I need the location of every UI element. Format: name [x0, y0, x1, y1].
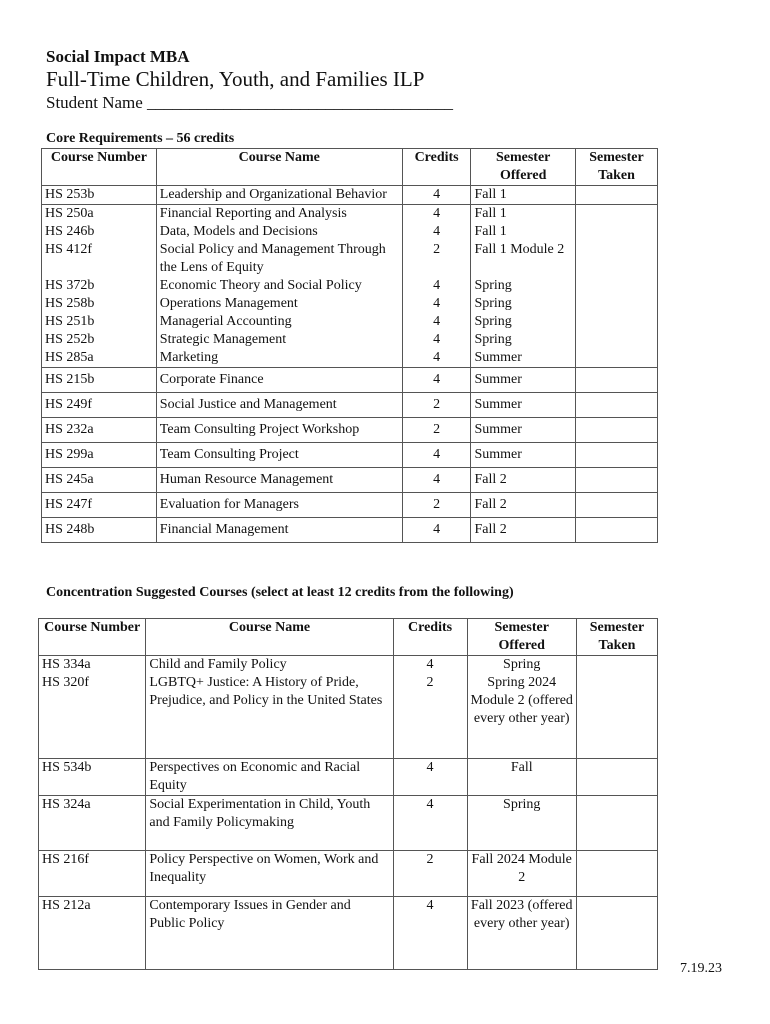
table-row: [39, 897, 658, 970]
semester-offered: Fall 1: [471, 223, 576, 241]
semester-taken[interactable]: [576, 759, 657, 796]
course-credits: 2: [402, 493, 471, 518]
semester-taken[interactable]: [576, 656, 657, 675]
course-name: LGBTQ+ Justice: A History of Pride, Prejudice, and Policy in the United States: [146, 674, 393, 759]
semester-offered: Summer: [471, 368, 576, 393]
semester-taken[interactable]: [575, 223, 657, 241]
course-credits: 4: [393, 656, 467, 675]
course-credits: 4: [402, 295, 471, 313]
table-row: [42, 368, 658, 393]
course-name: Contemporary Issues in Gender and Public Policy: [146, 897, 393, 970]
semester-offered: Fall 2023 (offered every other year): [467, 897, 576, 970]
course-name: Corporate Finance: [156, 368, 402, 393]
course-number: HS 299a: [42, 443, 157, 468]
table-row: [42, 295, 658, 313]
table-row: [42, 349, 658, 368]
course-number: HS 372b: [42, 277, 157, 295]
col-course-name: Course Name: [156, 149, 402, 186]
table-row: [42, 443, 658, 468]
semester-offered: Summer: [471, 443, 576, 468]
course-number: HS 285a: [42, 349, 157, 368]
table-row: [42, 186, 658, 205]
semester-offered: Summer: [471, 393, 576, 418]
course-number: HS 216f: [39, 851, 146, 897]
semester-taken[interactable]: [576, 851, 657, 897]
course-name: Social Justice and Management: [156, 393, 402, 418]
table-row: [42, 493, 658, 518]
course-number: HS 258b: [42, 295, 157, 313]
concentration-section-title: Concentration Suggested Courses (select at least 12 credits from the following): [46, 585, 514, 600]
course-number: HS 245a: [42, 468, 157, 493]
semester-offered: Fall 2: [471, 493, 576, 518]
col-credits: Credits: [402, 149, 471, 186]
course-name: Child and Family Policy: [146, 656, 393, 675]
course-credits: 4: [402, 205, 471, 224]
course-number: HS 253b: [42, 186, 157, 205]
semester-offered: Spring: [471, 295, 576, 313]
semester-offered: Fall 2: [471, 468, 576, 493]
semester-offered: Fall 2024 Module 2: [467, 851, 576, 897]
course-name: Social Policy and Management Through the Lens of Equity: [156, 241, 402, 277]
course-name: Data, Models and Decisions: [156, 223, 402, 241]
col-credits: Credits: [393, 619, 467, 656]
semester-offered: Spring: [471, 277, 576, 295]
concentration-header-row: [39, 619, 658, 656]
semester-taken[interactable]: [575, 493, 657, 518]
semester-taken[interactable]: [575, 313, 657, 331]
core-requirements-table: [41, 148, 658, 543]
col-semester-taken: Semester Taken: [575, 149, 657, 186]
course-number: HS 250a: [42, 205, 157, 224]
col-semester-offered: Semester Offered: [471, 149, 576, 186]
table-row: [42, 313, 658, 331]
student-name-line: Student Name ____________________________________: [46, 93, 454, 112]
col-course-number: Course Number: [39, 619, 146, 656]
semester-offered: Fall 1: [471, 186, 576, 205]
course-name: Operations Management: [156, 295, 402, 313]
course-number: HS 247f: [42, 493, 157, 518]
semester-taken[interactable]: [575, 518, 657, 543]
core-section-title: Core Requirements – 56 credits: [46, 131, 235, 146]
col-semester-offered: Semester Offered: [467, 619, 576, 656]
course-name: Policy Perspective on Women, Work and Inequality: [146, 851, 393, 897]
semester-offered: Spring 2024 Module 2 (offered every other year): [467, 674, 576, 759]
core-header-row: [42, 149, 658, 186]
table-row: [42, 205, 658, 224]
course-name: Financial Reporting and Analysis: [156, 205, 402, 224]
semester-offered: Spring: [471, 313, 576, 331]
table-row: [42, 277, 658, 295]
semester-taken[interactable]: [575, 331, 657, 349]
course-number: HS 324a: [39, 796, 146, 851]
semester-offered: Summer: [471, 418, 576, 443]
program-title: Social Impact MBA: [46, 47, 190, 66]
table-row: [42, 468, 658, 493]
course-number: HS 412f: [42, 241, 157, 277]
course-credits: 4: [402, 349, 471, 368]
course-number: HS 249f: [42, 393, 157, 418]
semester-offered: Spring: [471, 331, 576, 349]
semester-offered: Spring: [467, 656, 576, 675]
track-title: Full-Time Children, Youth, and Families ILP: [46, 67, 425, 91]
semester-taken[interactable]: [575, 443, 657, 468]
semester-taken[interactable]: [575, 186, 657, 205]
course-name: Perspectives on Economic and Racial Equity: [146, 759, 393, 796]
course-credits: 4: [402, 443, 471, 468]
course-credits: 4: [393, 796, 467, 851]
semester-taken[interactable]: [575, 468, 657, 493]
course-credits: 4: [402, 368, 471, 393]
course-number: HS 232a: [42, 418, 157, 443]
semester-offered: Fall 1: [471, 205, 576, 224]
document-date: 7.19.23: [680, 961, 722, 976]
semester-taken[interactable]: [575, 295, 657, 313]
semester-offered: Spring: [467, 796, 576, 851]
course-number: HS 212a: [39, 897, 146, 970]
course-name: Strategic Management: [156, 331, 402, 349]
course-number: HS 534b: [39, 759, 146, 796]
semester-offered: Fall: [467, 759, 576, 796]
course-name: Managerial Accounting: [156, 313, 402, 331]
course-number: HS 334a: [39, 656, 146, 675]
course-name: Team Consulting Project Workshop: [156, 418, 402, 443]
semester-taken[interactable]: [575, 277, 657, 295]
col-course-number: Course Number: [42, 149, 157, 186]
course-number: HS 248b: [42, 518, 157, 543]
course-name: Financial Management: [156, 518, 402, 543]
table-row: [42, 331, 658, 349]
course-credits: 4: [393, 759, 467, 796]
table-row: [42, 518, 658, 543]
course-credits: 2: [402, 418, 471, 443]
course-number: HS 246b: [42, 223, 157, 241]
course-credits: 4: [402, 331, 471, 349]
concentration-table: [38, 618, 658, 970]
table-row: [39, 656, 658, 675]
course-credits: 4: [402, 313, 471, 331]
course-name: Economic Theory and Social Policy: [156, 277, 402, 295]
semester-taken[interactable]: [575, 393, 657, 418]
course-credits: 4: [402, 223, 471, 241]
semester-taken[interactable]: [576, 897, 657, 970]
semester-taken[interactable]: [575, 205, 657, 224]
course-credits: 4: [402, 277, 471, 295]
course-credits: 2: [402, 393, 471, 418]
semester-taken[interactable]: [575, 368, 657, 393]
table-row: [39, 674, 658, 759]
table-row: [42, 418, 658, 443]
course-name: Marketing: [156, 349, 402, 368]
course-number: HS 252b: [42, 331, 157, 349]
table-row: [42, 393, 658, 418]
table-row: [42, 223, 658, 241]
semester-taken[interactable]: [575, 349, 657, 368]
semester-taken[interactable]: [576, 674, 657, 759]
col-semester-taken: Semester Taken: [576, 619, 657, 656]
course-number: HS 251b: [42, 313, 157, 331]
semester-offered: Summer: [471, 349, 576, 368]
semester-taken[interactable]: [575, 418, 657, 443]
semester-taken[interactable]: [576, 796, 657, 851]
course-credits: 2: [393, 674, 467, 759]
course-credits: 4: [402, 186, 471, 205]
course-name: Social Experimentation in Child, Youth and Family Policymaking: [146, 796, 393, 851]
course-credits: 2: [393, 851, 467, 897]
table-row: [39, 759, 658, 796]
table-row: [39, 851, 658, 897]
course-credits: 4: [402, 518, 471, 543]
semester-offered: Fall 1 Module 2: [471, 241, 576, 277]
course-number: HS 320f: [39, 674, 146, 759]
table-row: [42, 241, 658, 277]
table-row: [39, 796, 658, 851]
course-name: Leadership and Organizational Behavior: [156, 186, 402, 205]
course-name: Human Resource Management: [156, 468, 402, 493]
course-name: Team Consulting Project: [156, 443, 402, 468]
semester-offered: Fall 2: [471, 518, 576, 543]
semester-taken[interactable]: [575, 241, 657, 277]
course-name: Evaluation for Managers: [156, 493, 402, 518]
course-number: HS 215b: [42, 368, 157, 393]
course-credits: 4: [402, 468, 471, 493]
course-credits: 4: [393, 897, 467, 970]
course-credits: 2: [402, 241, 471, 277]
col-course-name: Course Name: [146, 619, 393, 656]
